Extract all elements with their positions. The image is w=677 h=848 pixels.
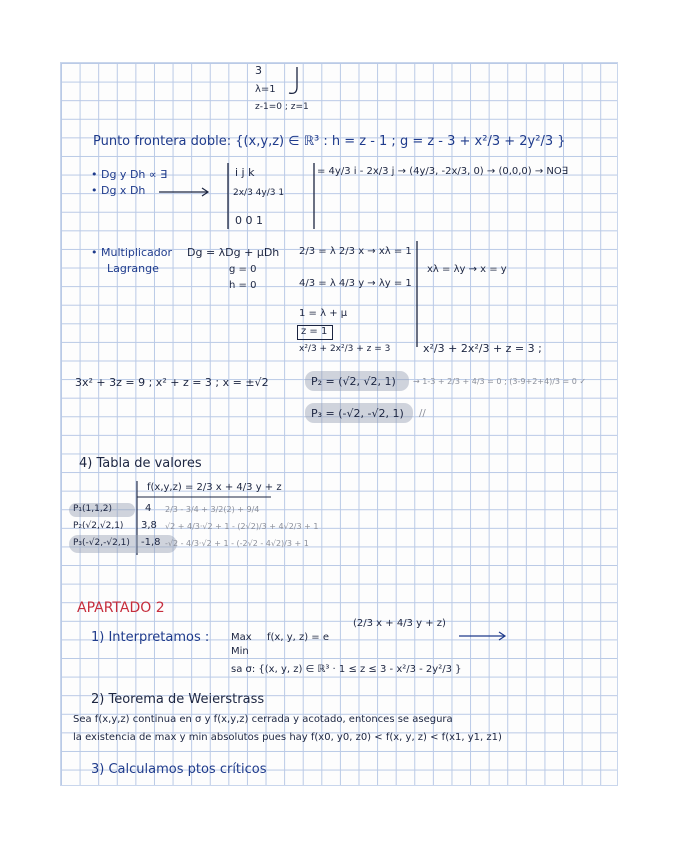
- punto-frontera: Punto frontera doble: {(x,y,z) ∈ ℝ³ : h = z - 1 ; g = z - 3 + x²/3 + 2y²/3 }: [93, 134, 566, 149]
- max-label: Max: [231, 632, 252, 643]
- top-line-2: λ=1: [255, 84, 276, 95]
- solve-left: 3x² + 3z = 9 ; x² + z = 3 ; x = ±√2: [75, 376, 269, 389]
- top-line-1: 3: [255, 64, 262, 77]
- det-row-3: 0 0 1: [235, 214, 263, 227]
- calculamos-title: 3) Calculamos ptos críticos: [91, 762, 267, 777]
- lagrange-eq-4: z = 1: [301, 326, 328, 337]
- min-label: Min: [231, 646, 249, 657]
- function-exponent: (2/3 x + 4/3 y + z): [353, 618, 446, 629]
- constraint-g: g = 0: [229, 264, 257, 275]
- constraint-h: h = 0: [229, 280, 257, 291]
- row1-value: 4: [145, 503, 152, 514]
- det-row-2: 2x/3 4y/3 1: [233, 188, 285, 198]
- row1-work: 2/3 - 3/4 + 3/2(2) + 9/4: [165, 505, 260, 514]
- row3-value: -1,8: [141, 537, 161, 548]
- tabla-title: 4) Tabla de valores: [79, 456, 202, 471]
- row1-point: P₁(1,1,2): [73, 504, 112, 514]
- lagrange-equation: Dg = λDg + μDh: [187, 246, 280, 259]
- row2-point: P₂(√2,√2,1): [73, 521, 124, 531]
- lagrange-eq-2: 4/3 = λ 4/3 y → λy = 1: [299, 278, 412, 289]
- top-brace: [289, 67, 297, 93]
- lagrange-eq-3: 1 = λ + μ: [299, 308, 348, 319]
- lagrange-title: • Multiplicador: [91, 246, 172, 259]
- p2-check: → 1-3 + 2/3 + 4/3 = 0 ; (3-9+2+4)/3 = 0 ✓: [413, 377, 587, 386]
- point-p2: P₂ = (√2, √2, 1): [311, 375, 396, 388]
- point-p3: P₃ = (-√2, -√2, 1): [311, 407, 404, 420]
- lagrange-eq-5: x²/3 + 2x²/3 + z = 3: [299, 344, 391, 354]
- dg-line-1: • Dg y Dh ∝ ∃: [91, 168, 168, 181]
- domain-sigma: sa σ: {(x, y, z) ∈ ℝ³ · 1 ≤ z ≤ 3 - x²/3 - 2y²/3 }: [231, 664, 462, 675]
- row2-value: 3,8: [141, 520, 157, 531]
- cross-product-result: = 4y/3 i - 2x/3 j → (4y/3, -2x/3, 0) → (0,0,0) → NO∃: [317, 166, 569, 177]
- lagrange-eq-1: 2/3 = λ 2/3 x → xλ = 1: [299, 246, 412, 257]
- row3-work: -√2 - 4/3·√2 + 1 - (-2√2 - 4√2)/3 + 1: [165, 539, 309, 548]
- det-row-1: i j k: [235, 166, 255, 179]
- row3-point: P₃(-√2,-√2,1): [73, 538, 130, 548]
- lagrange-right-1: xλ = λy → x = y: [427, 264, 507, 275]
- top-line-3: z-1=0 ; z=1: [255, 102, 309, 112]
- p3-check: //: [419, 408, 426, 419]
- row2-work: √2 + 4/3·√2 + 1 - (2√2)/3 + 4√2/3 + 1: [165, 522, 319, 531]
- dg-line-2: • Dg x Dh: [91, 184, 146, 197]
- lagrange-title-2: Lagrange: [107, 262, 159, 275]
- function-f: f(x, y, z) = e: [267, 632, 330, 643]
- weierstrass-title: 2) Teorema de Weierstrass: [91, 692, 265, 707]
- lagrange-right-2: x²/3 + 2x²/3 + z = 3 ;: [423, 342, 542, 355]
- tabla-header: f(x,y,z) = 2/3 x + 4/3 y + z: [147, 482, 282, 493]
- apartado-title: APARTADO 2: [77, 600, 165, 616]
- interpretamos: 1) Interpretamos :: [91, 630, 210, 645]
- grid-paper: [60, 62, 618, 786]
- weierstrass-p1: Sea f(x,y,z) continua en σ y f(x,y,z) cerrada y acotado, entonces se asegura: [73, 714, 453, 725]
- weierstrass-p2: la existencia de max y min absolutos pues hay f(x0, y0, z0) < f(x, y, z) < f(x1, y1, z1): [73, 732, 502, 743]
